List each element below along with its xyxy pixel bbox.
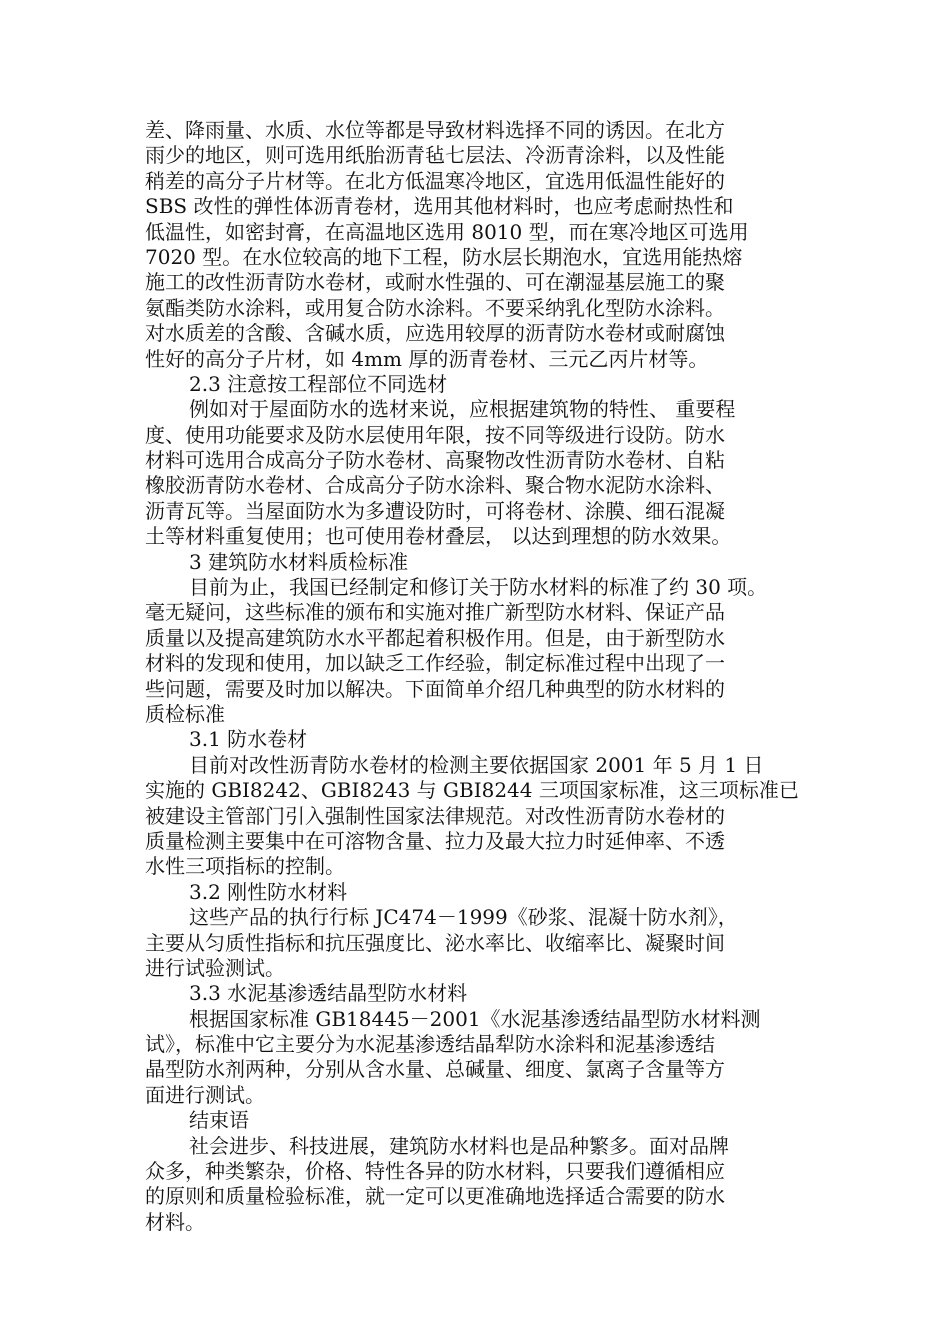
text-line: 目前对改性沥青防水卷材的检测主要依据国家 2001 年 5 月 1 日: [189, 752, 764, 777]
text-line: 主要从匀质性指标和抗压强度比、泌水率比、收缩率比、凝聚时间: [145, 930, 725, 955]
text-line: 水性三项指标的控制。: [145, 854, 345, 879]
text-line: 目前为止，我国已经制定和修订关于防水材料的标准了约 30 项。: [189, 575, 768, 600]
text-line: 稍差的高分子片材等。在北方低温寒冷地区，宜选用低温性能好的: [145, 168, 725, 193]
text-line: 根据国家标准 GB18445－2001《水泥基渗透结晶型防水材料测: [189, 1006, 761, 1031]
text-line: 毫无疑问，这些标准的颁布和实施对推广新型防水材料、保证产品: [145, 600, 725, 625]
text-line: 施工的改性沥青防水卷材，或耐水性强的、可在潮湿基层施工的聚: [145, 270, 725, 295]
text-line: 土等材料重复使用；也可使用卷材叠层， 以达到理想的防水效果。: [145, 524, 732, 549]
text-line: 7020 型。在水位较高的地下工程，防水层长期泡水，宜选用能热熔: [145, 244, 743, 269]
text-line: 质量以及提高建筑防水水平都起着积极作用。但是，由于新型防水: [145, 625, 725, 650]
text-line: 3.1 防水卷材: [189, 727, 308, 752]
text-line: 3.3 水泥基渗透结晶型防水材料: [189, 981, 468, 1006]
text-line: 材料可选用合成高分子防水卷材、高聚物改性沥青防水卷材、自粘: [145, 448, 725, 473]
text-line: 橡胶沥青防水卷材、合成高分子防水涂料、聚合物水泥防水涂料、: [145, 473, 725, 498]
text-line: 材料。: [145, 1209, 205, 1234]
text-line: 被建设主管部门引入强制性国家法律规范。对改性沥青防水卷材的: [145, 803, 725, 828]
text-line: 低温性，如密封膏，在高温地区选用 8010 型，而在寒冷地区可选用: [145, 219, 749, 244]
text-line: SBS 改性的弹性体沥青卷材，选用其他材料时，也应考虑耐热性和: [145, 194, 734, 219]
text-line: 差、降雨量、水质、水位等都是导致材料选择不同的诱因。在北方: [145, 118, 725, 142]
text-line: 进行试验测试。: [145, 955, 285, 980]
text-line: 晶型防水剂两种，分别从含水量、总碱量、细度、氯离子含量等方: [145, 1057, 725, 1082]
text-line: 例如对于屋面防水的选材来说，应根据建筑物的特性、 重要程: [189, 397, 736, 422]
text-line: 社会进步、科技进展，建筑防水材料也是品种繁多。面对品牌: [189, 1133, 729, 1158]
text-line: 雨少的地区，则可选用纸胎沥青毡七层法、冷沥青涂料，以及性能: [145, 143, 725, 168]
text-line: 些问题，需要及时加以解决。下面简单介绍几种典型的防水材料的: [145, 676, 725, 701]
text-line: 沥青瓦等。当屋面防水为多遭设防时，可将卷材、涂膜、细石混凝: [145, 498, 725, 523]
text-line: 3 建筑防水材料质检标准: [189, 549, 409, 574]
text-line: 这些产品的执行行标 JC474－1999《砂浆、混凝十防水剂》，: [189, 905, 738, 930]
text-line: 结束语: [189, 1108, 249, 1133]
text-line: 面进行测试。: [145, 1082, 265, 1107]
text-line: 3.2 刚性防水材料: [189, 879, 348, 904]
text-line: 材料的发现和使用，加以缺乏工作经验，制定标准过程中出现了一: [145, 651, 725, 676]
text-line: 2.3 注意按工程部位不同选材: [189, 371, 448, 396]
text-line: 的原则和质量检验标准，就一定可以更准确地选择适合需要的防水: [145, 1184, 725, 1209]
text-line: 质量检测主要集中在可溶物含量、拉力及最大拉力时延伸率、不透: [145, 828, 725, 853]
text-line: 试》，标准中它主要分为水泥基渗透结晶犁防水涂料和泥基渗透结: [145, 1032, 715, 1057]
text-line: 质检标准: [145, 701, 225, 726]
document-body: [145, 118, 805, 1235]
text-line: 众多，种类繁杂，价格、特性各异的防水材料，只要我们遵循相应: [145, 1159, 725, 1184]
text-line: 对水质差的含酸、含碱水质，应选用较厚的沥青防水卷材或耐腐蚀: [145, 321, 725, 346]
text-line: 氨酯类防水涂料，或用复合防水涂料。不要采纳乳化型防水涂料。: [145, 295, 725, 320]
text-line: 度、使用功能要求及防水层使用年限，按不同等级进行设防。防水: [145, 422, 725, 447]
text-line: 性好的高分子片材，如 4mm 厚的沥青卷材、三元乙丙片材等。: [145, 346, 709, 371]
text-line: 实施的 GBI8242、GBI8243 与 GBI8244 三项国家标准，这三项标准已: [145, 778, 799, 803]
